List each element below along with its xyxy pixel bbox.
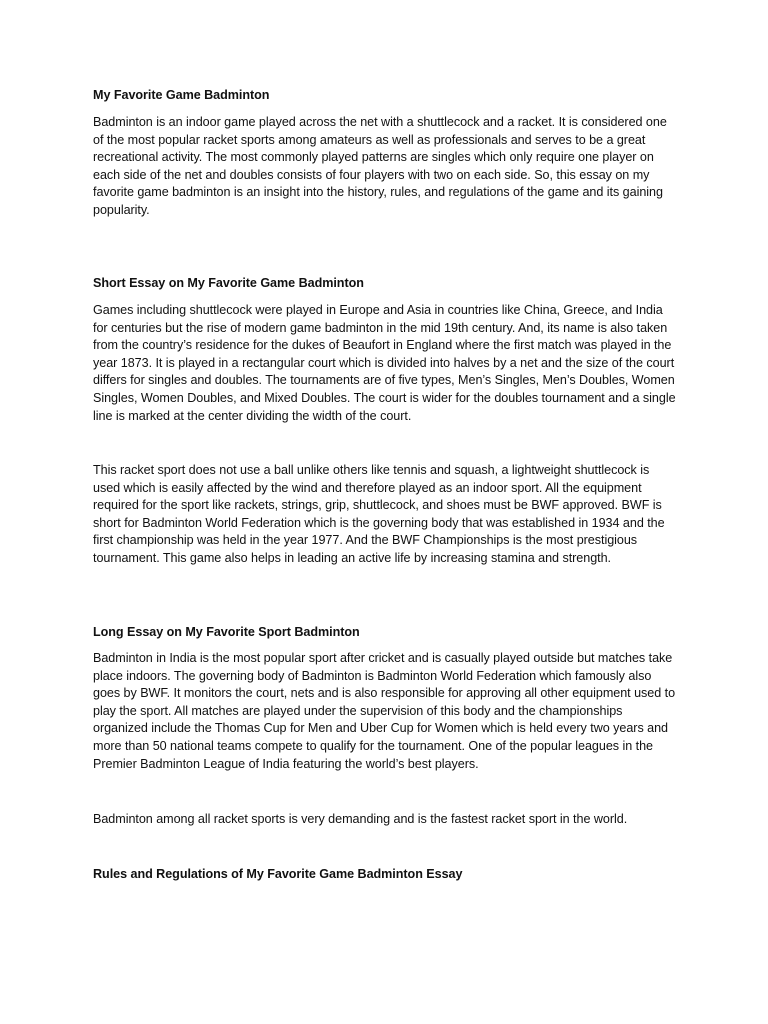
essay-title-heading: My Favorite Game Badminton	[93, 88, 270, 102]
short-essay-paragraph-1: Games including shuttlecock were played in Europe and Asia in countries like China, Greece, and India for centuries but the rise of modern game badminton in the mid 19th century. And, its name is also taken from the country’s residence for the dukes of Beaufort in England where the first match was played in the year 1873. It is played in a rectangular court which is divided into halves by a net and the size of the court differs for singles and doubles. The tournaments are of five types, Men’s Singles, Men’s Doubles, Women Singles, Women Doubles, and Mixed Doubles. The court is wider for the doubles tournament and a single line is marked at the center dividing the width of the court.	[93, 303, 676, 423]
short-essay-paragraph-2: This racket sport does not use a ball unlike others like tennis and squash, a lightweight shuttlecock is used which is easily affected by the wind and therefore played as an indoor sport. All the equipment required for the sport like rackets, strings, grip, shuttlecock, and shoes must be BWF approved. BWF is short for Badminton World Federation which is the governing body that was established in 1934 and the first championship was held in the year 1977. And the BWF Championships is the most prestigious tournament. This game also helps in leading an active life by increasing stamina and strength.	[93, 463, 665, 565]
long-essay-heading: Long Essay on My Favorite Sport Badminton	[93, 625, 360, 639]
rules-heading: Rules and Regulations of My Favorite Game Badminton Essay	[93, 867, 463, 881]
intro-paragraph: Badminton is an indoor game played across the net with a shuttlecock and a racket. It is considered one of the most popular racket sports among amateurs as well as professionals and serves to be a great recreational activity. The most commonly played patterns are singles which only require one player on each side of the net and doubles consists of four players with two on each side. So, this essay on my favorite game badminton is an insight into the history, rules, and regulations of the game and its gaining popularity.	[93, 115, 667, 217]
short-essay-heading: Short Essay on My Favorite Game Badminton	[93, 276, 364, 290]
long-essay-paragraph-1: Badminton in India is the most popular sport after cricket and is casually played outside but matches take place indoors. The governing body of Badminton is Badminton World Federation which famously also goes by BWF. It monitors the court, nets and is also responsible for approving all other equipment used to play the sport. All matches are played under the supervision of this body and the championships organized include the Thomas Cup for Men and Uber Cup for Women which is held every two years and more than 50 national teams compete to qualify for the tournament. One of the popular leagues in the Premier Badminton League of India featuring the world’s best players.	[93, 651, 676, 771]
long-essay-paragraph-2: Badminton among all racket sports is very demanding and is the fastest racket sport in the world.	[93, 812, 628, 826]
